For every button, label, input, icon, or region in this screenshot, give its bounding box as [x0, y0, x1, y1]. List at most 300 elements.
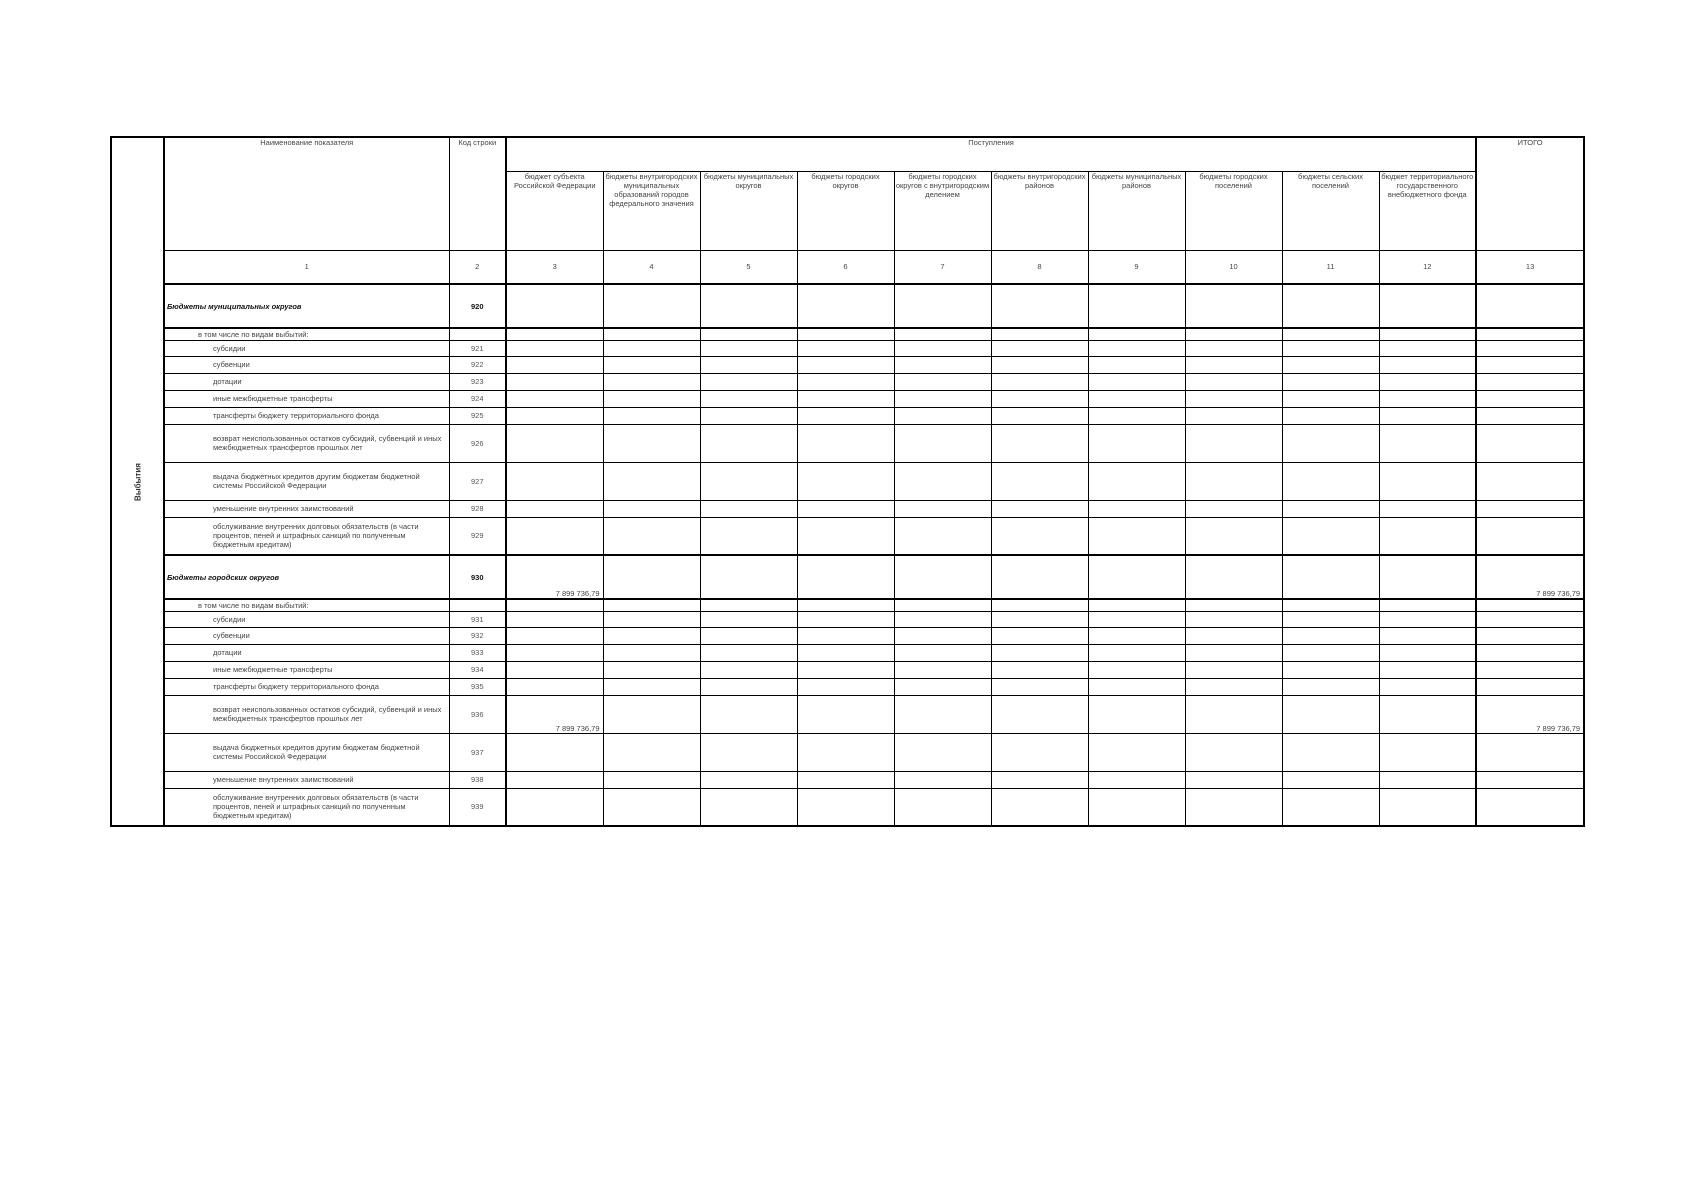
value-cell: [1379, 424, 1476, 462]
value-cell: [700, 695, 797, 733]
value-cell: [1282, 678, 1379, 695]
empty-cell: [1476, 328, 1584, 340]
value-cell: [894, 678, 991, 695]
value-cell: [894, 424, 991, 462]
value-cell: [991, 407, 1088, 424]
table-row: [111, 462, 1584, 500]
value-cell: [1379, 627, 1476, 644]
value-cell: [797, 373, 894, 390]
row-code: 932: [449, 627, 506, 644]
row-code: 935: [449, 678, 506, 695]
column-header: бюджеты городских округов с внутригородским делением: [894, 171, 991, 250]
value-cell: [797, 284, 894, 328]
value-cell: [700, 771, 797, 788]
table-row: [111, 627, 1584, 644]
value-cell: [603, 661, 700, 678]
value-cell: [797, 611, 894, 627]
value-cell: [1282, 373, 1379, 390]
value-cell: [700, 644, 797, 661]
value-cell: [603, 678, 700, 695]
value-cell: [1088, 627, 1185, 644]
value-cell: [1088, 500, 1185, 517]
column-header: бюджеты внутригородских районов: [991, 171, 1088, 250]
value-cell: [894, 695, 991, 733]
value-cell: [1476, 771, 1584, 788]
value-cell: [1476, 390, 1584, 407]
value-cell: [603, 733, 700, 771]
empty-cell: [700, 328, 797, 340]
column-header: бюджеты муниципальных районов: [1088, 171, 1185, 250]
value-cell: [797, 771, 894, 788]
value-cell: [1088, 771, 1185, 788]
value-cell: [991, 462, 1088, 500]
value-cell: [700, 611, 797, 627]
value-cell: [797, 788, 894, 826]
table-row: [111, 771, 1584, 788]
section-title: Бюджеты муниципальных округов: [164, 284, 449, 328]
value-cell: [1088, 356, 1185, 373]
value-cell: [1379, 500, 1476, 517]
value-cell: [991, 424, 1088, 462]
value-cell: [1185, 500, 1282, 517]
empty-cell: [1185, 328, 1282, 340]
column-header: бюджеты городских округов: [797, 171, 894, 250]
value-cell: [1379, 611, 1476, 627]
value-cell: [1088, 462, 1185, 500]
value-cell: [1379, 340, 1476, 356]
value-cell: [1476, 788, 1584, 826]
value-cell: [894, 356, 991, 373]
table-row: [111, 340, 1584, 356]
value-cell: [1282, 661, 1379, 678]
value-cell: [506, 500, 603, 517]
sub-label: в том числе по видам выбытий:: [164, 328, 449, 340]
value-cell: [1476, 340, 1584, 356]
row-code: 923: [449, 373, 506, 390]
value-cell: [603, 462, 700, 500]
value-cell: [1185, 788, 1282, 826]
value-cell: [797, 500, 894, 517]
value-cell: [506, 373, 603, 390]
empty-cell: [1282, 328, 1379, 340]
row-code: 925: [449, 407, 506, 424]
value-cell: [603, 644, 700, 661]
empty-cell: [506, 599, 603, 611]
section-title: Бюджеты городских округов: [164, 555, 449, 599]
value-cell: [603, 284, 700, 328]
value-cell: [603, 500, 700, 517]
value-cell: [797, 340, 894, 356]
value-cell: [894, 373, 991, 390]
empty-cell: [1379, 599, 1476, 611]
value-cell: [991, 284, 1088, 328]
value-cell: [1476, 462, 1584, 500]
empty-cell: [894, 328, 991, 340]
value-cell: [1476, 424, 1584, 462]
empty-cell: [894, 599, 991, 611]
value-cell: [894, 390, 991, 407]
value-cell: [603, 771, 700, 788]
row-code: 934: [449, 661, 506, 678]
value-cell: [1185, 407, 1282, 424]
value-cell: [1088, 733, 1185, 771]
value-cell: [700, 462, 797, 500]
header-name: Наименование показателя: [164, 137, 449, 250]
value-cell: [700, 284, 797, 328]
header-receipts: Поступления: [506, 137, 1476, 171]
value-cell: [894, 611, 991, 627]
value-cell: [991, 500, 1088, 517]
row-name: выдача бюджетных кредитов другим бюджетам бюджетной системы Российской Федерации: [164, 733, 449, 771]
value-cell: [894, 661, 991, 678]
value-cell: [991, 733, 1088, 771]
value-cell: [991, 788, 1088, 826]
row-name: трансферты бюджету территориального фонда: [164, 407, 449, 424]
row-name: субсидии: [164, 611, 449, 627]
column-header: бюджет субъекта Российской Федерации: [506, 171, 603, 250]
column-number: 9: [1088, 250, 1185, 284]
value-cell: [1282, 611, 1379, 627]
value-cell: [603, 407, 700, 424]
column-header: бюджеты городских поселений: [1185, 171, 1282, 250]
value-cell: [1088, 678, 1185, 695]
value-cell: [1088, 340, 1185, 356]
value-cell: [991, 390, 1088, 407]
value-cell: [1282, 627, 1379, 644]
row-name: субвенции: [164, 627, 449, 644]
row-name: уменьшение внутренних заимствований: [164, 771, 449, 788]
table-row: [111, 424, 1584, 462]
value-cell: [506, 340, 603, 356]
value-cell: [603, 555, 700, 599]
column-number: 3: [506, 250, 603, 284]
section-code: 920: [449, 284, 506, 328]
column-number: 4: [603, 250, 700, 284]
value-cell: [700, 788, 797, 826]
empty-cell: [991, 599, 1088, 611]
value-cell: [506, 356, 603, 373]
row-name: дотации: [164, 644, 449, 661]
value-cell: [797, 627, 894, 644]
row-code: 938: [449, 771, 506, 788]
value-cell: [991, 356, 1088, 373]
value-cell: [1185, 390, 1282, 407]
value-cell: [1185, 555, 1282, 599]
value-cell: [603, 373, 700, 390]
value-cell: [797, 644, 894, 661]
value-cell: [506, 462, 603, 500]
value-cell: [1088, 390, 1185, 407]
value-cell: [991, 373, 1088, 390]
value-cell: [1282, 771, 1379, 788]
value-cell: [506, 407, 603, 424]
value-cell: [797, 424, 894, 462]
value-cell: [1088, 644, 1185, 661]
row-code: 937: [449, 733, 506, 771]
value-cell: [1185, 733, 1282, 771]
empty-code-cell: [449, 599, 506, 611]
value-cell: [1379, 771, 1476, 788]
value-cell: [1379, 644, 1476, 661]
value-cell: [1476, 627, 1584, 644]
value-cell: [797, 390, 894, 407]
column-header: бюджеты муниципальных округов: [700, 171, 797, 250]
value-cell: [506, 733, 603, 771]
row-name: субсидии: [164, 340, 449, 356]
value-cell: [1088, 517, 1185, 555]
table-row: [111, 500, 1584, 517]
value-cell: [894, 771, 991, 788]
row-code: 924: [449, 390, 506, 407]
row-name: обслуживание внутренних долговых обязательств (в части процентов, пеней и штрафных санкций по полученным бюджетным кредитам): [164, 517, 449, 555]
value-cell: [1282, 788, 1379, 826]
row-code: 927: [449, 462, 506, 500]
value-cell: 7 899 736,79: [1476, 695, 1584, 733]
value-cell: [506, 424, 603, 462]
value-cell: 7 899 736,79: [506, 555, 603, 599]
value-cell: [797, 555, 894, 599]
empty-cell: [797, 328, 894, 340]
value-cell: [506, 661, 603, 678]
value-cell: [1282, 500, 1379, 517]
value-cell: [1379, 407, 1476, 424]
table-row: [111, 517, 1584, 555]
value-cell: [1379, 517, 1476, 555]
empty-cell: [991, 328, 1088, 340]
row-name: трансферты бюджету территориального фонда: [164, 678, 449, 695]
value-cell: [506, 390, 603, 407]
sub-label-row: [111, 599, 1584, 611]
column-number: 10: [1185, 250, 1282, 284]
row-name: уменьшение внутренних заимствований: [164, 500, 449, 517]
value-cell: [1185, 771, 1282, 788]
value-cell: [1185, 627, 1282, 644]
outflows-table: [110, 136, 1585, 827]
value-cell: [700, 661, 797, 678]
value-cell: [1282, 390, 1379, 407]
value-cell: [1088, 661, 1185, 678]
value-cell: [603, 627, 700, 644]
value-cell: [797, 356, 894, 373]
value-cell: [1282, 462, 1379, 500]
value-cell: [1185, 644, 1282, 661]
empty-cell: [603, 328, 700, 340]
value-cell: [1185, 424, 1282, 462]
value-cell: [603, 517, 700, 555]
empty-cell: [797, 599, 894, 611]
value-cell: [894, 340, 991, 356]
table-row: [111, 373, 1584, 390]
column-number: 12: [1379, 250, 1476, 284]
row-code: 928: [449, 500, 506, 517]
value-cell: [797, 661, 894, 678]
value-cell: [1088, 695, 1185, 733]
value-cell: [603, 424, 700, 462]
value-cell: [1476, 356, 1584, 373]
value-cell: [894, 517, 991, 555]
value-cell: [894, 462, 991, 500]
column-number: 6: [797, 250, 894, 284]
value-cell: [1282, 424, 1379, 462]
value-cell: [1379, 733, 1476, 771]
value-cell: [991, 627, 1088, 644]
value-cell: [1088, 407, 1185, 424]
value-cell: [991, 771, 1088, 788]
value-cell: [797, 733, 894, 771]
value-cell: [894, 644, 991, 661]
table-row: [111, 661, 1584, 678]
column-number: 1: [164, 250, 449, 284]
value-cell: [991, 661, 1088, 678]
value-cell: [797, 678, 894, 695]
value-cell: [700, 356, 797, 373]
value-cell: [700, 424, 797, 462]
empty-cell: [603, 599, 700, 611]
value-cell: [1379, 356, 1476, 373]
value-cell: [1185, 611, 1282, 627]
section-row: [111, 284, 1584, 328]
value-cell: [894, 627, 991, 644]
value-cell: [1282, 733, 1379, 771]
column-number: 2: [449, 250, 506, 284]
row-code: 931: [449, 611, 506, 627]
row-code: 929: [449, 517, 506, 555]
value-cell: [991, 555, 1088, 599]
value-cell: [1379, 555, 1476, 599]
row-code: 936: [449, 695, 506, 733]
row-name: иные межбюджетные трансферты: [164, 661, 449, 678]
value-cell: [991, 695, 1088, 733]
value-cell: [1088, 424, 1185, 462]
value-cell: [797, 695, 894, 733]
value-cell: [1282, 517, 1379, 555]
side-label-cell: [111, 137, 164, 826]
header-total: ИТОГО: [1476, 137, 1584, 250]
value-cell: [506, 771, 603, 788]
value-cell: [894, 284, 991, 328]
empty-cell: [1282, 599, 1379, 611]
column-header: бюджет территориального государственного внебюджетного фонда: [1379, 171, 1476, 250]
empty-cell: [506, 328, 603, 340]
value-cell: [991, 611, 1088, 627]
empty-cell: [1379, 328, 1476, 340]
value-cell: [700, 390, 797, 407]
value-cell: [603, 340, 700, 356]
value-cell: [894, 555, 991, 599]
value-cell: [1282, 555, 1379, 599]
value-cell: [700, 407, 797, 424]
value-cell: [700, 733, 797, 771]
table-row: [111, 788, 1584, 826]
table-row: [111, 356, 1584, 373]
value-cell: 7 899 736,79: [506, 695, 603, 733]
value-cell: [1088, 555, 1185, 599]
value-cell: [1185, 462, 1282, 500]
value-cell: [506, 627, 603, 644]
value-cell: [1282, 695, 1379, 733]
value-cell: [1282, 340, 1379, 356]
empty-cell: [1088, 599, 1185, 611]
value-cell: [1282, 644, 1379, 661]
value-cell: [1476, 611, 1584, 627]
value-cell: [894, 500, 991, 517]
sub-label-row: [111, 328, 1584, 340]
value-cell: [1088, 788, 1185, 826]
value-cell: [991, 517, 1088, 555]
value-cell: [1476, 284, 1584, 328]
value-cell: [1185, 356, 1282, 373]
value-cell: [1185, 284, 1282, 328]
row-name: обслуживание внутренних долговых обязательств (в части процентов, пеней и штрафных санкций по полученным бюджетным кредитам): [164, 788, 449, 826]
value-cell: [1282, 407, 1379, 424]
value-cell: [1476, 678, 1584, 695]
value-cell: [1379, 373, 1476, 390]
value-cell: [506, 788, 603, 826]
value-cell: [1185, 373, 1282, 390]
value-cell: [700, 517, 797, 555]
value-cell: [1185, 661, 1282, 678]
column-number: 8: [991, 250, 1088, 284]
table-row: [111, 695, 1584, 733]
value-cell: [506, 284, 603, 328]
row-code: 926: [449, 424, 506, 462]
value-cell: [1379, 462, 1476, 500]
value-cell: [797, 517, 894, 555]
table-row: [111, 611, 1584, 627]
section-row: [111, 555, 1584, 599]
row-name: возврат неиспользованных остатков субсидий, субвенций и иных межбюджетных трансфертов прошлых лет: [164, 695, 449, 733]
row-name: дотации: [164, 373, 449, 390]
value-cell: [1379, 678, 1476, 695]
row-name: иные межбюджетные трансферты: [164, 390, 449, 407]
value-cell: [506, 644, 603, 661]
value-cell: [1185, 517, 1282, 555]
row-code: 922: [449, 356, 506, 373]
value-cell: [700, 340, 797, 356]
value-cell: [1185, 340, 1282, 356]
value-cell: [700, 678, 797, 695]
value-cell: [1185, 678, 1282, 695]
table-row: [111, 678, 1584, 695]
value-cell: [797, 407, 894, 424]
value-cell: [506, 678, 603, 695]
side-label: Выбытия: [133, 462, 142, 501]
value-cell: [700, 500, 797, 517]
value-cell: [1379, 788, 1476, 826]
column-number: 13: [1476, 250, 1584, 284]
value-cell: [1282, 284, 1379, 328]
value-cell: [603, 390, 700, 407]
value-cell: [603, 695, 700, 733]
row-name: возврат неиспользованных остатков субсидий, субвенций и иных межбюджетных трансфертов прошлых лет: [164, 424, 449, 462]
value-cell: [1476, 407, 1584, 424]
value-cell: [1088, 611, 1185, 627]
value-cell: [1379, 661, 1476, 678]
value-cell: [991, 678, 1088, 695]
value-cell: [506, 517, 603, 555]
column-number: 5: [700, 250, 797, 284]
value-cell: [1088, 284, 1185, 328]
value-cell: [1476, 373, 1584, 390]
column-header: бюджеты внутригородских муниципальных образований городов федерального значения: [603, 171, 700, 250]
value-cell: [991, 340, 1088, 356]
value-cell: [1282, 356, 1379, 373]
value-cell: [991, 644, 1088, 661]
value-cell: [1476, 733, 1584, 771]
table-row: [111, 407, 1584, 424]
column-header: бюджеты сельских поселений: [1282, 171, 1379, 250]
empty-code-cell: [449, 328, 506, 340]
